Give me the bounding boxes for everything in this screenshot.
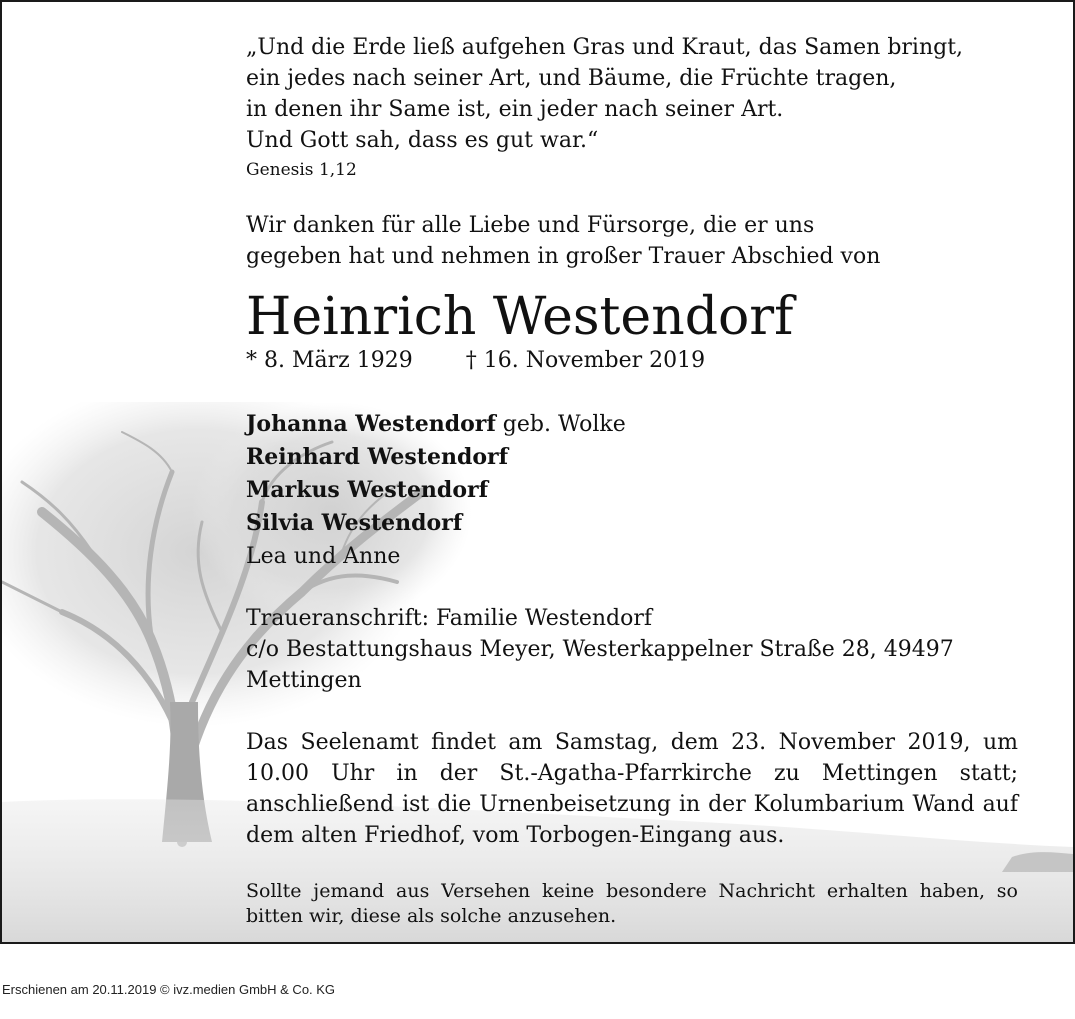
family-member: Reinhard Westendorf bbox=[246, 444, 509, 470]
publication-footer: Erschienen am 20.11.2019 © ivz.medien GmbH & Co. KG bbox=[2, 982, 336, 997]
verse-citation: Genesis 1,12 bbox=[246, 160, 357, 180]
address-line: Traueranschrift: Familie Westendorf bbox=[246, 606, 653, 631]
family-member: Markus Westendorf bbox=[246, 477, 489, 503]
deceased-name: Heinrich Westendorf bbox=[246, 287, 794, 347]
birth-date: * 8. März 1929 bbox=[246, 348, 413, 373]
service-info: Das Seelenamt findet am Samstag, dem 23. November 2019, um 10.00 Uhr in der St.-Agatha-Pfarrkirche zu Mettingen statt; anschließend ist die Urnenbeisetzung in der Kolumbarium Wand auf dem alten Friedhof, vom Torbogen-Eingang aus. bbox=[246, 730, 1018, 848]
verse-line: ein jedes nach seiner Art, und Bäume, die Früchte tragen, bbox=[246, 66, 897, 91]
intro-text bbox=[246, 210, 1018, 272]
notice-content bbox=[246, 32, 1018, 929]
notice-note: Sollte jemand aus Versehen keine besondere Nachricht erhalten haben, so bitten wir, diese als solche anzusehen. bbox=[246, 880, 1018, 927]
family-member: Johanna Westendorf geb. Wolke bbox=[246, 411, 626, 437]
family-member: Lea und Anne bbox=[246, 544, 401, 569]
bible-verse bbox=[246, 32, 1018, 156]
family-list bbox=[246, 408, 1018, 573]
life-dates bbox=[246, 348, 1018, 374]
verse-line: „Und die Erde ließ aufgehen Gras und Kraut, das Samen bringt, bbox=[246, 35, 964, 60]
verse-line: Und Gott sah, dass es gut war.“ bbox=[246, 128, 599, 153]
mourning-address bbox=[246, 603, 1018, 696]
intro-line: gegeben hat und nehmen in großer Trauer Abschied von bbox=[246, 244, 881, 269]
address-line: c/o Bestattungshaus Meyer, Westerkappelner Straße 28, 49497 Mettingen bbox=[246, 637, 954, 693]
family-member: Silvia Westendorf bbox=[246, 510, 463, 536]
intro-line: Wir danken für alle Liebe und Fürsorge, die er uns bbox=[246, 213, 815, 238]
verse-line: in denen ihr Same ist, ein jeder nach seiner Art. bbox=[246, 97, 784, 122]
death-date: † 16. November 2019 bbox=[465, 348, 706, 373]
